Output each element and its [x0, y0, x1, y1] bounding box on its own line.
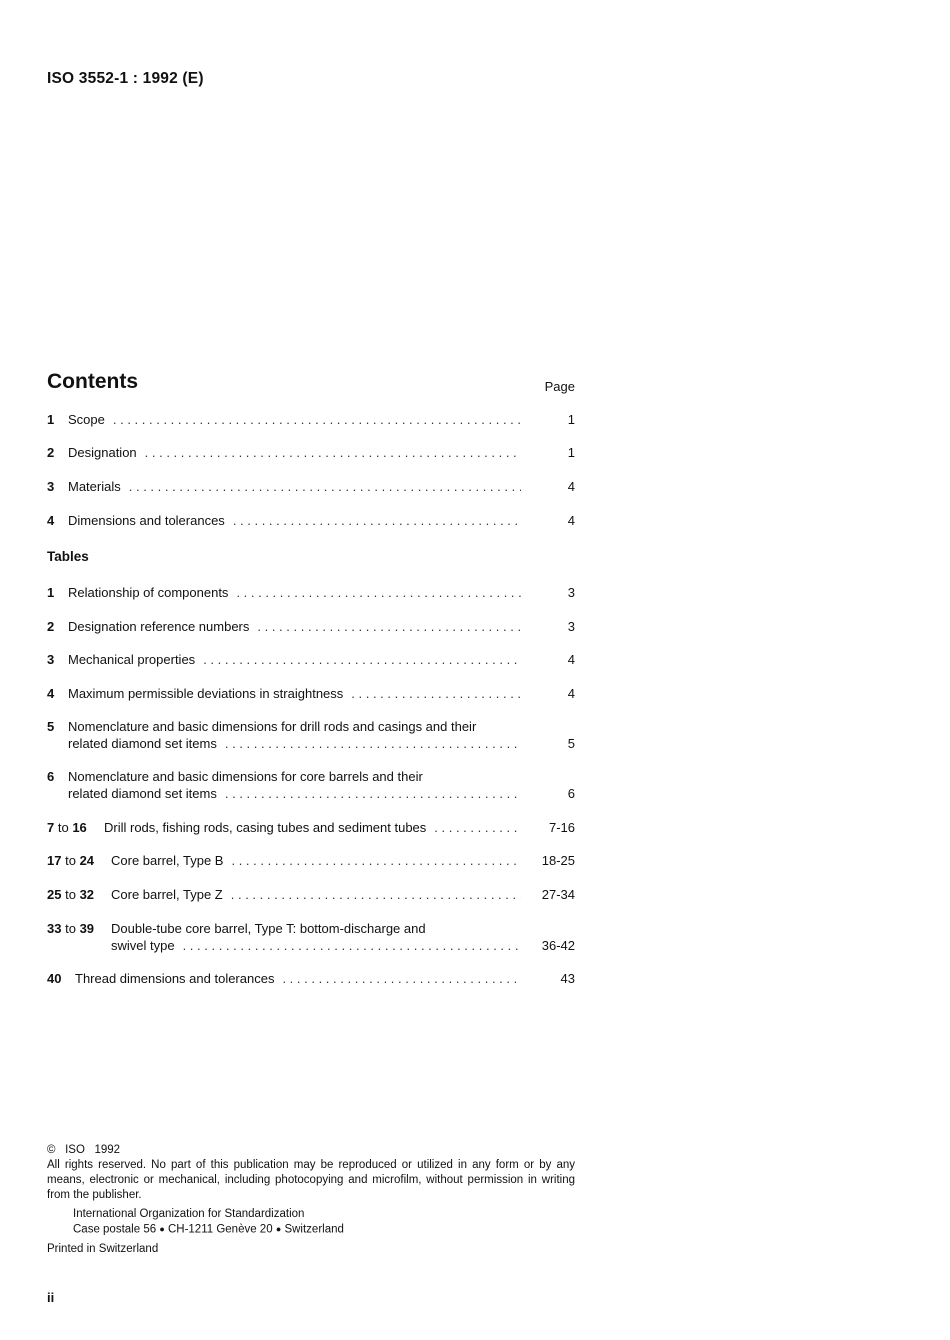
dot-leader [109, 411, 521, 428]
copyright-line [47, 1143, 575, 1158]
toc-number: 3 [47, 479, 55, 494]
toc-page: 4 [567, 513, 575, 528]
toc-page: 3 [567, 585, 575, 600]
toc-page: 6 [567, 786, 575, 801]
organization-name: International Organization for Standardization [73, 1208, 305, 1220]
bullet-icon: ● [275, 1224, 282, 1234]
toc-title: Designation reference numbers [68, 619, 250, 634]
dot-leader [227, 852, 521, 869]
dot-leader [179, 937, 521, 954]
toc-number: 4 [47, 513, 55, 528]
toc-number: 33 to 39 [47, 921, 95, 936]
toc-table-3[interactable] [47, 651, 575, 668]
toc-number: 1 [47, 412, 55, 427]
toc-title: swivel type [111, 938, 175, 953]
dot-leader [347, 685, 521, 702]
toc-table-6[interactable] [47, 768, 575, 802]
organization-address: Case postale 56 ● CH-1211 Genève 20 ● Switzerland [73, 1223, 344, 1236]
toc-page: 4 [567, 652, 575, 667]
toc-table-2[interactable] [47, 618, 575, 635]
contents-title: Contents [47, 370, 138, 393]
toc-number: 2 [47, 619, 55, 634]
dot-leader [221, 785, 521, 802]
rights-statement: All rights reserved. No part of this publication may be reproduced or utilized in any form or by any means, electronic or mechanical, including photocopying and microfilm, without permission in writing from the publisher. [47, 1159, 575, 1201]
toc-page: 3 [567, 619, 575, 634]
toc-table-5[interactable] [47, 718, 575, 752]
dot-leader [141, 444, 521, 461]
toc-page: 5 [567, 736, 575, 751]
dot-leader [278, 970, 521, 987]
printed-in: Printed in Switzerland [47, 1242, 159, 1255]
toc-table-25-32[interactable] [47, 886, 575, 903]
copyright-year: 1992 [94, 1144, 121, 1156]
bullet-icon: ● [159, 1224, 165, 1234]
document-id: ISO 3552-1 : 1992 (E) [47, 70, 204, 87]
toc-page: 43 [560, 971, 575, 986]
dot-leader [227, 886, 521, 903]
toc-title: Thread dimensions and tolerances [75, 971, 275, 986]
toc-entry-materials[interactable] [47, 478, 575, 495]
toc-title: related diamond set items [68, 786, 217, 801]
copyright-notice [47, 1143, 575, 1257]
toc-number: 5 [47, 719, 55, 734]
toc-title: Materials [68, 479, 121, 494]
copyright-icon: © [47, 1144, 56, 1156]
dot-leader [125, 478, 521, 495]
toc-title: Designation [68, 445, 137, 460]
dot-leader [232, 584, 521, 601]
dot-leader [199, 651, 521, 668]
toc-title-line1: Double-tube core barrel, Type T: bottom-discharge and [111, 921, 426, 936]
toc-number: 1 [47, 585, 55, 600]
toc-title-line1: Nomenclature and basic dimensions for core barrels and their [68, 769, 423, 784]
dot-leader [253, 618, 521, 635]
table-of-contents [47, 370, 575, 986]
toc-title: Maximum permissible deviations in straightness [68, 686, 344, 701]
toc-number: 25 to 32 [47, 887, 95, 902]
dot-leader [221, 735, 521, 752]
toc-number: 3 [47, 652, 55, 667]
toc-page: 7-16 [548, 820, 575, 835]
toc-title: Drill rods, fishing rods, casing tubes and sediment tubes [104, 820, 427, 835]
toc-number: 7 to 16 [47, 820, 87, 835]
toc-page: 27-34 [541, 887, 575, 902]
copyright-org: ISO [65, 1144, 85, 1156]
toc-number: 17 to 24 [47, 853, 95, 868]
toc-table-7-16[interactable] [47, 819, 575, 836]
toc-page: 4 [567, 479, 575, 494]
toc-title: Core barrel, Type Z [111, 887, 223, 902]
toc-entry-scope[interactable] [47, 411, 575, 428]
toc-number: 40 [47, 971, 62, 986]
toc-title: Dimensions and tolerances [68, 513, 225, 528]
toc-number: 6 [47, 769, 55, 784]
toc-page: 1 [567, 412, 575, 427]
toc-entry-designation[interactable] [47, 444, 575, 461]
toc-table-4[interactable] [47, 685, 575, 702]
toc-title: Relationship of components [68, 585, 229, 600]
toc-table-1[interactable] [47, 584, 575, 601]
dot-leader [430, 819, 521, 836]
toc-title: Mechanical properties [68, 652, 196, 667]
tables-heading: Tables [47, 549, 89, 564]
toc-number: 2 [47, 445, 55, 460]
toc-table-17-24[interactable] [47, 852, 575, 869]
toc-table-33-39[interactable] [47, 920, 575, 954]
toc-title: Core barrel, Type B [111, 853, 224, 868]
toc-page: 4 [567, 686, 575, 701]
toc-title: Scope [68, 412, 105, 427]
dot-leader [229, 512, 521, 529]
page-column-label: Page [544, 379, 575, 394]
toc-page: 1 [567, 445, 575, 460]
toc-number: 4 [47, 686, 55, 701]
toc-entry-dimensions[interactable] [47, 512, 575, 529]
toc-title: related diamond set items [68, 736, 217, 751]
toc-table-40[interactable] [47, 970, 575, 987]
toc-page: 36-42 [541, 938, 575, 953]
page-number: ii [47, 1290, 55, 1305]
toc-page: 18-25 [541, 853, 575, 868]
toc-title-line1: Nomenclature and basic dimensions for drill rods and casings and their [68, 719, 477, 734]
